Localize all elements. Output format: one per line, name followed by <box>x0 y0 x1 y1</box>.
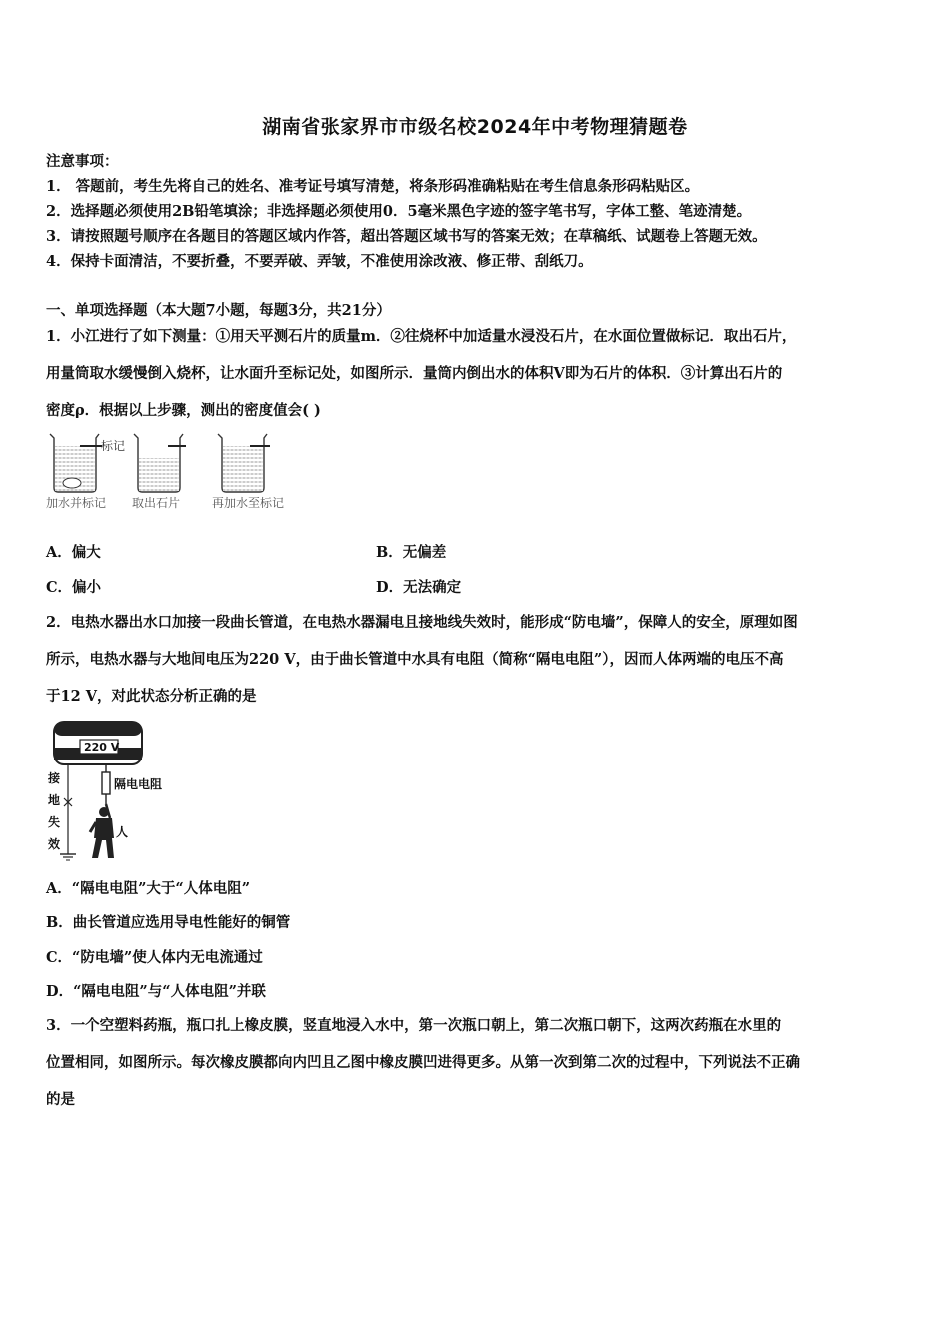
voltage-label: 220 V <box>84 741 120 754</box>
beaker-3 <box>218 434 270 492</box>
option-d: D．无法确定 <box>376 579 462 596</box>
page-title: 湖南省张家界市市级名校2024年中考物理猜题卷 <box>262 116 688 138</box>
option-b: B．无偏差 <box>376 544 447 561</box>
figure-caption: 加水并标记 <box>46 496 107 510</box>
question-2-line: 2．电热水器出水口加接一段曲长管道，在电热水器漏电且接地线失效时，能形成“防电墙”，保障人的安全，原理如图 <box>46 614 798 631</box>
beaker-figure <box>44 428 304 514</box>
water-heater-figure <box>44 718 184 864</box>
water-heater-diagram <box>44 718 184 864</box>
option-c: C．“防电墙”使人体内无电流通过 <box>46 949 263 966</box>
person-figure <box>90 804 114 858</box>
question-1-line: 用量筒取水缓慢倒入烧杯，让水面升至标记处，如图所示．量筒内倒出水的体积V即为石片的体积．③计算出石片的 <box>46 365 783 382</box>
notice-item: 2．选择题必须使用2B铅笔填涂；非选择题必须使用0．5毫米黑色字迹的签字笔书写，字体工整、笔迹清楚。 <box>46 203 752 220</box>
beaker-2 <box>134 434 186 492</box>
resistor-label: 隔电电阻 <box>114 777 163 791</box>
figure-caption: 再加水至标记 <box>212 496 285 510</box>
option-a: A．偏大 <box>46 544 101 561</box>
ground-char: 地 <box>48 793 61 807</box>
question-2-line: 所示，电热水器与大地间电压为220 V，由于曲长管道中水具有电阻（简称“隔电电阻”），因而人体两端的电压不高 <box>46 651 784 668</box>
ground-char: 效 <box>48 837 61 851</box>
figure-caption: 取出石片 <box>132 496 181 510</box>
question-3-line: 位置相同，如图所示。每次橡皮膜都向内凹且乙图中橡皮膜凹进得更多。从第一次到第二次的过程中，下列说法不正确 <box>46 1054 800 1071</box>
notice-item: 3．请按照题号顺序在各题目的答题区域内作答，超出答题区域书写的答案无效；在草稿纸、试题卷上答题无效。 <box>46 228 767 245</box>
option-c: C．偏小 <box>46 579 102 596</box>
beaker-1 <box>50 434 125 492</box>
notice-item: 1． 答题前，考生先将自己的姓名、准考证号填写清楚，将条形码准确粘贴在考生信息条形码粘贴区。 <box>46 178 700 195</box>
question-1-line: 密度ρ．根据以上步骤，测出的密度值会( ) <box>46 402 321 419</box>
mark-label: 标记 <box>101 439 126 453</box>
option-d: D．“隔电电阻”与“人体电阻”并联 <box>46 983 266 1000</box>
option-a: A．“隔电电阻”大于“人体电阻” <box>46 880 251 897</box>
ground-char: 接 <box>48 771 61 785</box>
beaker-diagram <box>44 428 304 514</box>
question-3-line: 的是 <box>46 1091 75 1108</box>
person-label: 人 <box>116 825 129 839</box>
question-2-line: 于12 V，对此状态分析正确的是 <box>46 688 257 705</box>
question-3-line: 3．一个空塑料药瓶，瓶口扎上橡皮膜，竖直地浸入水中，第一次瓶口朝上，第二次瓶口朝下，这两次药瓶在水里的 <box>46 1017 782 1034</box>
section-heading: 一、单项选择题（本大题7小题，每题3分，共21分） <box>46 302 391 319</box>
notice-item: 4．保持卡面清洁，不要折叠，不要弄破、弄皱，不准使用涂改液、修正带、刮纸刀。 <box>46 253 593 270</box>
notice-heading: 注意事项： <box>46 153 119 170</box>
option-b: B．曲长管道应选用导电性能好的铜管 <box>46 914 291 931</box>
question-1-line: 1．小江进行了如下测量：①用天平测石片的质量m．②往烧杯中加适量水浸没石片，在水面位置做标记．取出石片， <box>46 328 797 345</box>
ground-char: 失 <box>48 815 61 829</box>
